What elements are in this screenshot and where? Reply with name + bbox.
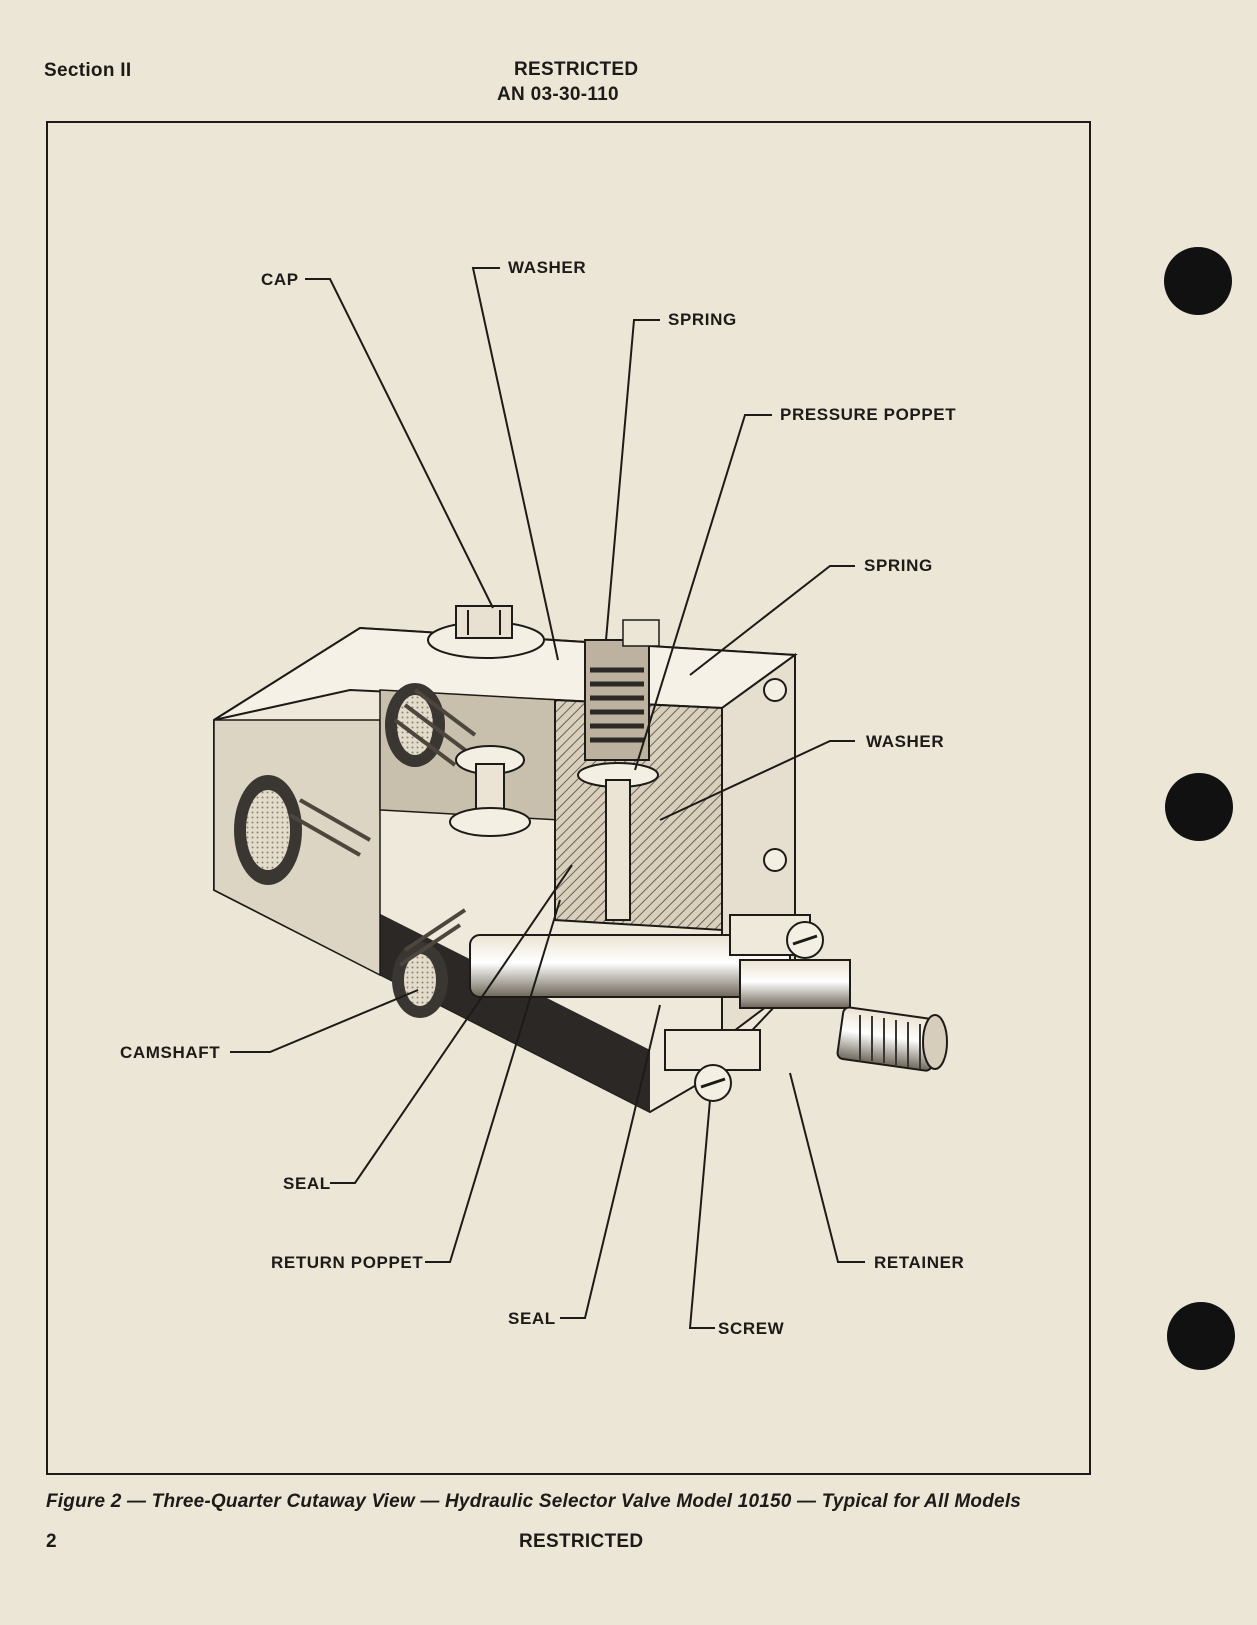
- label-pressure-poppet: PRESSURE POPPET: [780, 405, 957, 424]
- label-spring-right: SPRING: [864, 556, 933, 575]
- label-retainer: RETAINER: [874, 1253, 965, 1272]
- document-number: AN 03-30-110: [497, 84, 619, 105]
- label-return-poppet: RETURN POPPET: [271, 1253, 424, 1272]
- section-label: Section II: [44, 60, 132, 81]
- label-washer-right: WASHER: [866, 732, 945, 751]
- footer-classification: RESTRICTED: [519, 1531, 644, 1552]
- label-cap: CAP: [261, 270, 299, 289]
- page-number: 2: [46, 1531, 57, 1552]
- cap-part: [428, 606, 544, 658]
- header-classification: RESTRICTED: [514, 59, 639, 80]
- label-camshaft: CAMSHAFT: [120, 1043, 221, 1062]
- label-seal-bottom: SEAL: [508, 1309, 556, 1328]
- label-spring-top: SPRING: [668, 310, 737, 329]
- label-screw: SCREW: [718, 1319, 785, 1338]
- label-washer-top: WASHER: [508, 258, 587, 277]
- label-seal-left: SEAL: [283, 1174, 331, 1193]
- figure-caption: Figure 2 — Three-Quarter Cutaway View — Hydraulic Selector Valve Model 10150 — Typical for All Models: [46, 1491, 1022, 1512]
